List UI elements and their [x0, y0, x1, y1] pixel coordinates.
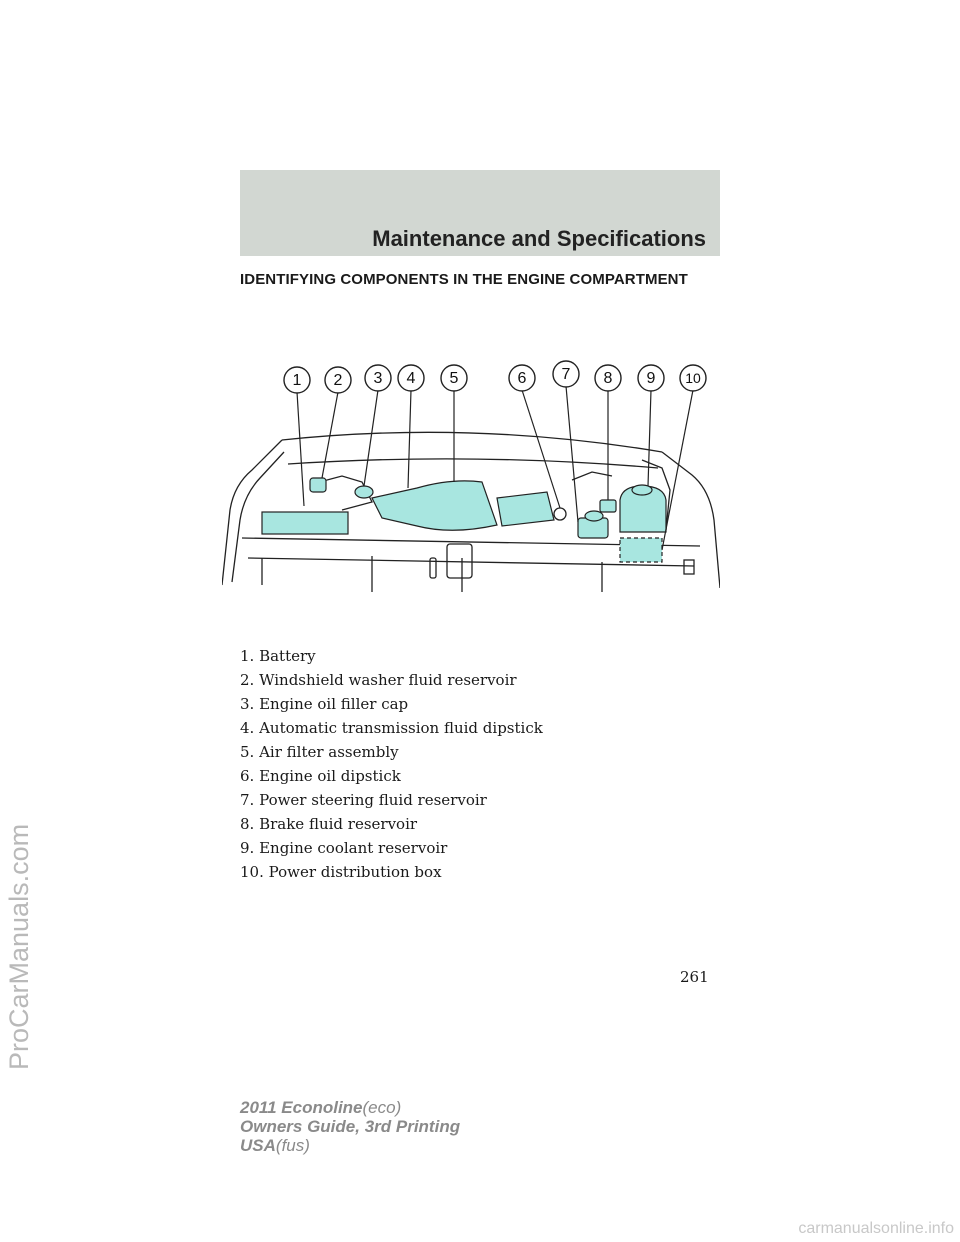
engine-compartment-diagram [222, 360, 720, 595]
legend-item: 1. Battery [240, 647, 316, 665]
legend-item: 9. Engine coolant reservoir [240, 839, 448, 857]
legend-item: 4. Automatic transmission fluid dipstick [240, 719, 543, 737]
legend-item: 10. Power distribution box [240, 863, 442, 881]
legend-item: 2. Windshield washer fluid reservoir [240, 671, 517, 689]
callout-4: 4 [406, 370, 416, 387]
callout-2: 2 [333, 372, 343, 389]
callout-7: 7 [561, 366, 571, 383]
footer-line-1 [240, 1098, 460, 1117]
callout-1: 1 [292, 372, 302, 389]
watermark-bottom: carmanualsonline.info [798, 1220, 954, 1237]
battery-shape [262, 512, 348, 534]
callout-3: 3 [373, 370, 383, 387]
footer-line-2 [240, 1117, 460, 1136]
legend-item: 5. Air filter assembly [240, 743, 399, 761]
callout-5: 5 [449, 370, 459, 387]
callout-9: 9 [646, 370, 656, 387]
footer-model-code: (eco) [362, 1098, 402, 1117]
footer-region-code: (fus) [275, 1136, 310, 1155]
footer-region: USA [240, 1136, 276, 1155]
footer-model: 2011 Econoline [240, 1098, 363, 1117]
legend-item: 7. Power steering fluid reservoir [240, 791, 487, 809]
legend-item: 3. Engine oil filler cap [240, 695, 409, 713]
callout-10: 10 [685, 370, 701, 386]
component-legend [240, 644, 543, 884]
footer-printing: Owners Guide, 3rd Printing [240, 1117, 461, 1136]
page-number: 261 [680, 968, 709, 986]
header-title: Maintenance and Specifications [372, 226, 706, 251]
section-heading: IDENTIFYING COMPONENTS IN THE ENGINE COMPARTMENT [240, 271, 688, 288]
legend-item: 6. Engine oil dipstick [240, 767, 401, 785]
header-band [240, 170, 720, 256]
footer-line-3 [240, 1136, 460, 1155]
footer [240, 1098, 460, 1155]
watermark-vertical: ProCarManuals.com [4, 823, 34, 1070]
legend-item: 8. Brake fluid reservoir [240, 815, 418, 833]
callout-6: 6 [517, 370, 527, 387]
callout-8: 8 [603, 370, 613, 387]
